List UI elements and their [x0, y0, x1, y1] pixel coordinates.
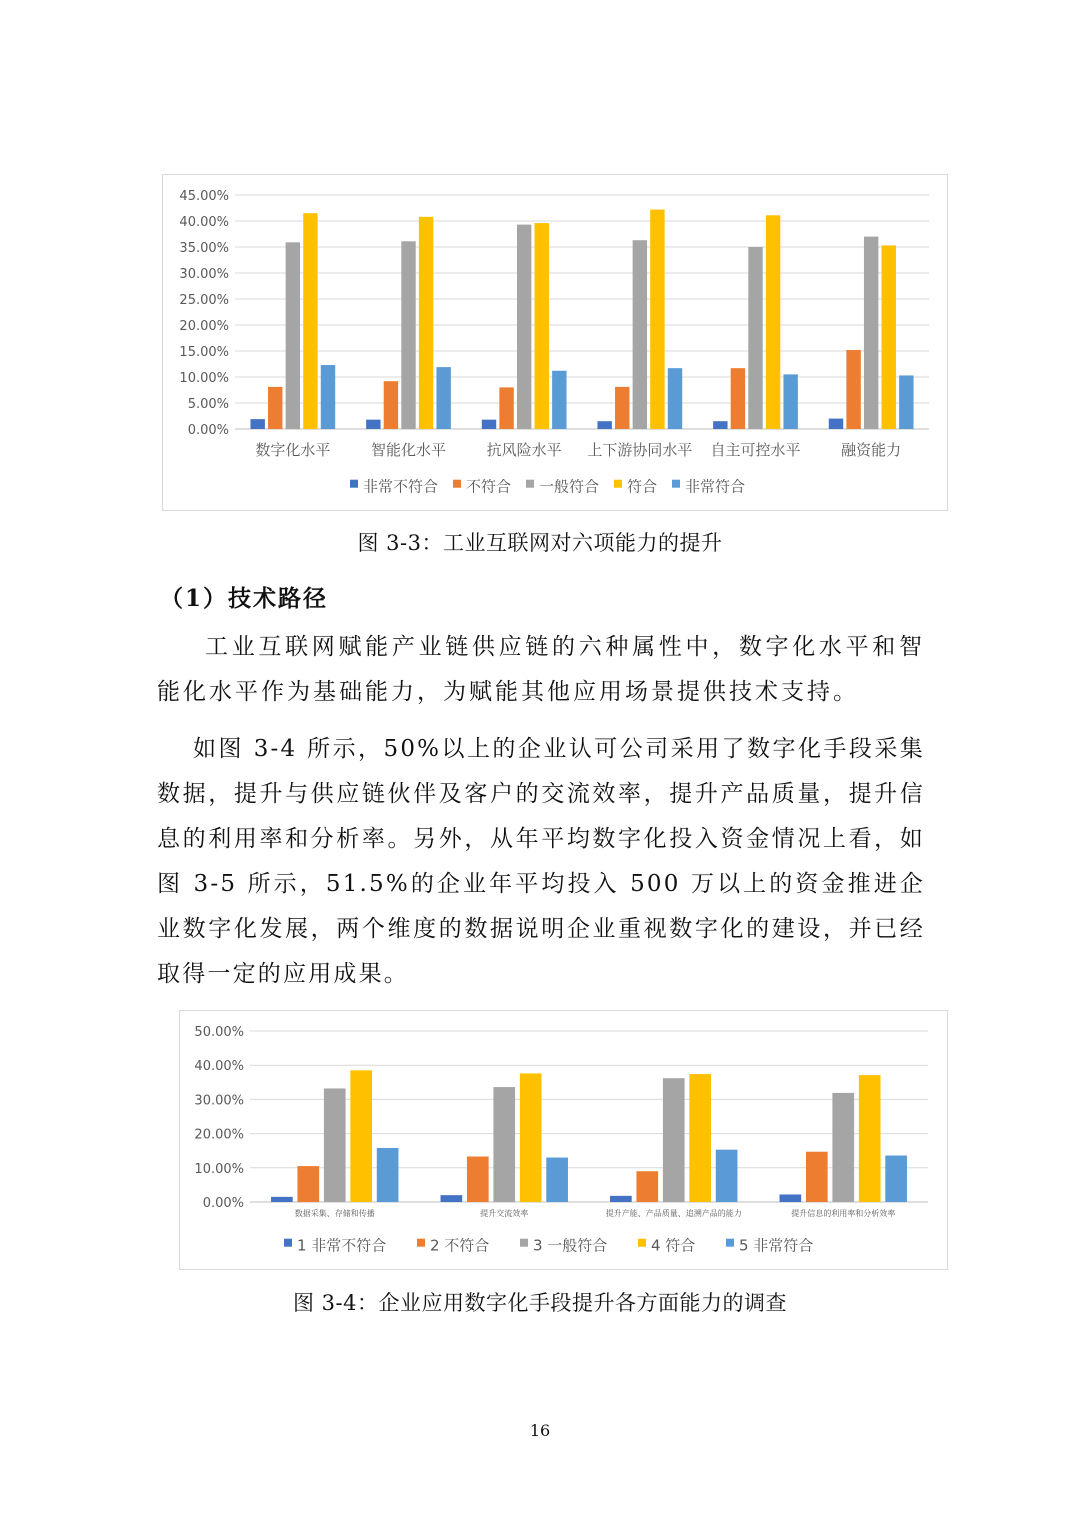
legend-swatch [526, 480, 534, 488]
y-tick-label: 15.00% [179, 345, 229, 360]
bar [668, 368, 682, 429]
figure-caption-3-4: 图 3-4：企业应用数字化手段提升各方面能力的调查 [293, 1291, 787, 1315]
bar [268, 387, 282, 429]
bar [493, 1087, 515, 1202]
x-category-label: 抗风险水平 [486, 441, 562, 459]
legend-swatch [284, 1239, 292, 1247]
bar [899, 375, 913, 429]
bar [885, 1155, 907, 1202]
section-heading: （1）技术路径 [160, 585, 329, 612]
page-number: 16 [529, 1421, 551, 1440]
legend-label: 符合 [627, 477, 658, 496]
legend-label: 1 非常不符合 [297, 1236, 387, 1255]
bar [859, 1075, 881, 1202]
bar [271, 1197, 293, 1202]
bar [766, 215, 780, 429]
bar [286, 242, 300, 429]
x-category-label: 上下游协同水平 [587, 441, 693, 459]
body-paragraph-1: 工业互联网赋能产业链供应链的六种属性中，数字化水平和智能化水平作为基础能力，为赋能其他应用场景提供技术支持。 [157, 634, 925, 705]
y-tick-label: 35.00% [179, 241, 229, 256]
bar [716, 1150, 738, 1202]
legend-swatch [638, 1239, 646, 1247]
x-category-label: 数字化水平 [255, 441, 331, 459]
legend-swatch [726, 1239, 734, 1247]
x-category-label: 智能化水平 [370, 441, 447, 459]
chart1-svg [163, 175, 947, 510]
y-tick-label: 50.00% [194, 1025, 244, 1040]
bar [366, 420, 380, 429]
x-category-label: 数据采集、存储和传播 [294, 1209, 375, 1218]
bar [689, 1074, 711, 1202]
bar [783, 374, 797, 429]
bar [467, 1157, 489, 1202]
bar [384, 381, 398, 429]
bar [303, 213, 317, 429]
legend-swatch [453, 480, 461, 488]
bar [377, 1148, 399, 1202]
bar [350, 1070, 372, 1202]
x-category-label: 融资能力 [841, 441, 902, 459]
legend-label: 2 不符合 [430, 1236, 490, 1255]
legend-swatch [614, 480, 622, 488]
chart-capability-improvement [162, 174, 948, 511]
legend-label: 非常符合 [685, 477, 746, 496]
bar [597, 421, 611, 429]
bar [482, 420, 496, 429]
bar [636, 1171, 658, 1202]
bar [650, 210, 664, 429]
bar [552, 371, 566, 429]
chart2-svg [180, 1011, 947, 1269]
y-tick-label: 45.00% [179, 189, 229, 204]
y-tick-label: 20.00% [194, 1127, 244, 1143]
bar [250, 419, 264, 429]
y-tick-label: 10.00% [194, 1161, 244, 1177]
y-tick-label: 20.00% [179, 319, 229, 334]
legend-swatch [520, 1239, 528, 1247]
bar [882, 245, 896, 429]
bar [297, 1166, 319, 1202]
y-tick-label: 30.00% [179, 267, 229, 282]
x-category-label: 提升信息的利用率和分析效率 [791, 1209, 896, 1218]
bar [610, 1196, 632, 1202]
legend-swatch [417, 1239, 425, 1247]
legend-label: 一般符合 [539, 477, 600, 496]
bar [324, 1088, 346, 1202]
bar [829, 419, 843, 429]
legend-swatch [672, 480, 680, 488]
bar [864, 237, 878, 429]
bar [846, 350, 860, 429]
legend-label: 5 非常符合 [739, 1236, 814, 1255]
bar [832, 1093, 854, 1202]
x-category-label: 自主可控水平 [710, 441, 801, 459]
bar [520, 1073, 542, 1202]
bar [633, 240, 647, 429]
y-tick-label: 0.00% [202, 1196, 244, 1211]
bar [713, 421, 727, 429]
y-tick-label: 0.00% [187, 423, 229, 438]
body-paragraph-2: 如图 3-4 所示，50%以上的企业认可公司采用了数字化手段采集数据，提升与供应链伙伴及客户的交流效率，提升产品质量，提升信息的利用率和分析率。另外，从年平均数字化投入资金情况上看，如图 3-5 所示，51.5%的企业年平均投入 500 万以上的资金推进企业数字化发展，两个维度的数据说明企业重视数字化的建设，并已经取得一定的应用成果。 [157, 736, 925, 987]
legend-label: 3 一般符合 [533, 1236, 608, 1255]
x-category-label: 提升产能、产品质量、追溯产品的能力 [605, 1209, 742, 1218]
bar [806, 1152, 828, 1202]
bar [441, 1195, 463, 1202]
bar [780, 1194, 802, 1202]
y-tick-label: 25.00% [179, 293, 229, 308]
y-tick-label: 10.00% [179, 371, 229, 386]
bar [535, 223, 549, 429]
chart-digital-means-survey [179, 1010, 948, 1270]
x-category-label: 提升交流效率 [480, 1209, 529, 1218]
bar [419, 217, 433, 429]
legend-swatch [350, 480, 358, 488]
y-tick-label: 40.00% [179, 215, 229, 230]
legend-label: 4 符合 [651, 1236, 696, 1255]
bar [615, 387, 629, 429]
bar [663, 1078, 685, 1202]
y-tick-label: 40.00% [194, 1059, 244, 1075]
bar [499, 387, 513, 429]
bar [436, 367, 450, 429]
legend-label: 非常不符合 [363, 477, 439, 496]
figure-caption-3-3: 图 3-3：工业互联网对六项能力的提升 [357, 531, 723, 555]
bar [748, 247, 762, 429]
bar [401, 241, 415, 429]
bar [517, 225, 531, 429]
bar [321, 365, 335, 429]
bar [731, 368, 745, 429]
legend-label: 不符合 [466, 477, 512, 496]
y-tick-label: 5.00% [187, 397, 229, 412]
y-tick-label: 30.00% [194, 1093, 244, 1109]
bar [546, 1158, 568, 1202]
